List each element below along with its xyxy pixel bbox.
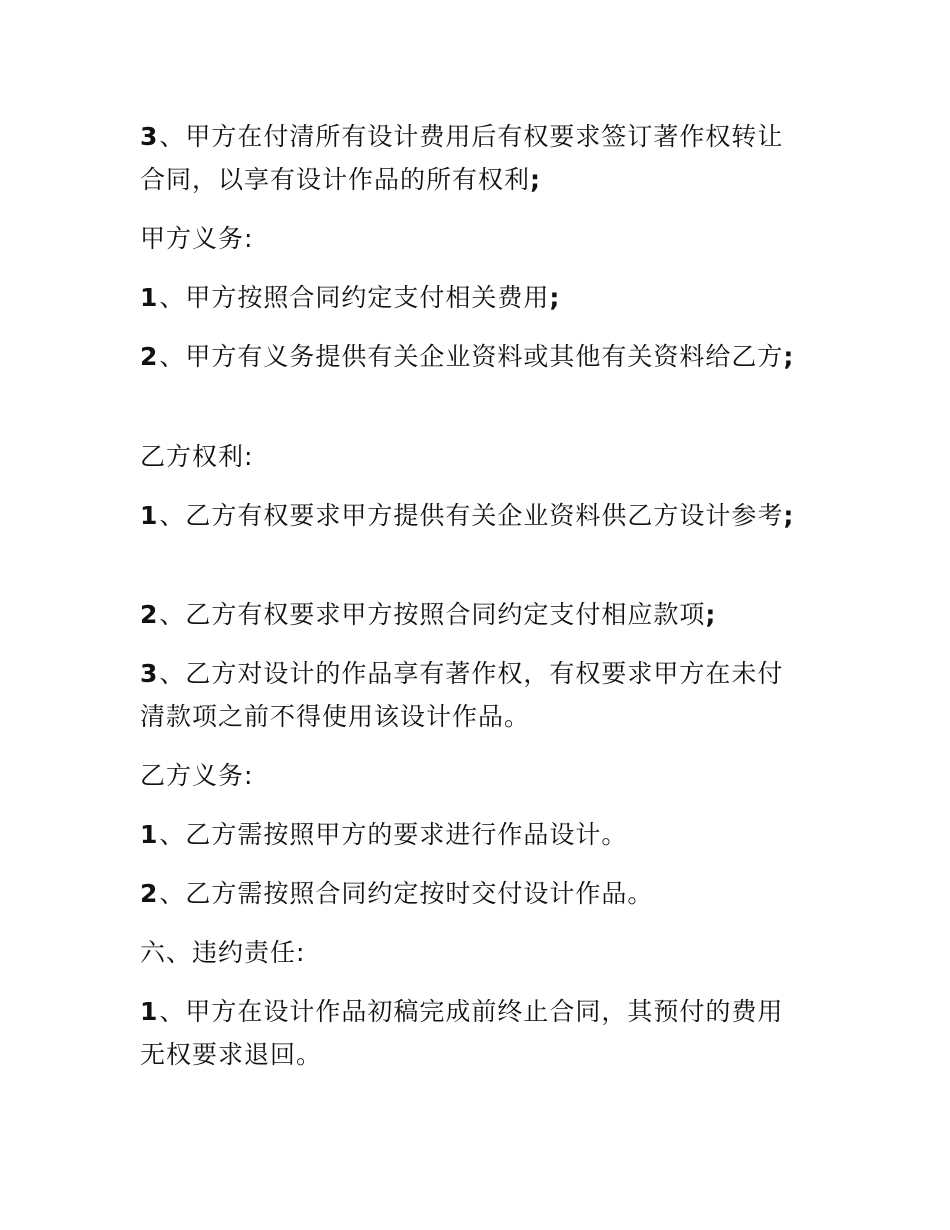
clause-party-b-right-3-line-1 xyxy=(140,659,830,689)
clause-text: 无权要求退回。 xyxy=(140,1040,323,1069)
semicolon-mark: ; xyxy=(705,600,717,629)
clause-text: 、乙方需按照甲方的要求进行作品设计。 xyxy=(159,820,628,849)
clause-number: 1 xyxy=(140,501,158,530)
clause-text: 、乙方需按照合同约定按时交付设计作品。 xyxy=(159,879,654,908)
clause-text: 、甲方在设计作品初稿完成前终止合同，其预付的费用 xyxy=(159,997,784,1026)
clause-party-a-obligation-1 xyxy=(140,283,830,313)
heading-text: 甲方义务: xyxy=(140,224,254,253)
section-heading-party-a-obligations xyxy=(140,224,830,254)
heading-text: 六、违约责任: xyxy=(140,938,306,967)
clause-party-b-right-1 xyxy=(140,501,830,531)
semicolon-mark: ; xyxy=(783,501,795,530)
semicolon-mark: ; xyxy=(530,165,542,194)
heading-text: 乙方权利: xyxy=(140,442,254,471)
clause-party-a-right-3-line-2 xyxy=(140,165,830,195)
clause-party-a-obligation-2 xyxy=(140,342,830,372)
clause-number: 3 xyxy=(140,659,158,688)
section-heading-party-b-rights xyxy=(140,442,830,472)
clause-number: 1 xyxy=(140,820,158,849)
clause-party-b-right-2 xyxy=(140,600,830,630)
clause-text: 合同，以享有设计作品的所有权利; xyxy=(140,165,542,194)
clause-text: 、乙方对设计的作品享有著作权，有权要求甲方在未付 xyxy=(159,659,784,688)
semicolon-mark: ; xyxy=(549,283,561,312)
clause-text: 、甲方按照合同约定支付相关费用; xyxy=(159,283,561,312)
clause-party-b-obligation-1 xyxy=(140,820,830,850)
clause-breach-1-line-1 xyxy=(140,997,830,1027)
heading-text: 乙方义务: xyxy=(140,761,254,790)
section-heading-party-b-obligations xyxy=(140,761,830,791)
section-heading-breach-liability xyxy=(140,938,830,968)
clause-text: 清款项之前不得使用该设计作品。 xyxy=(140,702,531,731)
clause-party-b-obligation-2 xyxy=(140,879,830,909)
clause-text: 、甲方在付清所有设计费用后有权要求签订著作权转让 xyxy=(159,122,784,151)
clause-number: 3 xyxy=(140,122,158,151)
clause-party-a-right-3-line-1 xyxy=(140,122,830,152)
clause-number: 2 xyxy=(140,342,158,371)
clause-text: 、乙方有权要求甲方提供有关企业资料供乙方设计参考; xyxy=(159,501,795,530)
clause-breach-1-line-2 xyxy=(140,1040,830,1070)
clause-text: 、甲方有义务提供有关企业资料或其他有关资料给乙方; xyxy=(159,342,795,371)
semicolon-mark: ; xyxy=(783,342,795,371)
clause-number: 1 xyxy=(140,283,158,312)
clause-number: 2 xyxy=(140,879,158,908)
clause-number: 1 xyxy=(140,997,158,1026)
clause-party-b-right-3-line-2 xyxy=(140,702,830,732)
clause-text: 、乙方有权要求甲方按照合同约定支付相应款项; xyxy=(159,600,717,629)
clause-number: 2 xyxy=(140,600,158,629)
